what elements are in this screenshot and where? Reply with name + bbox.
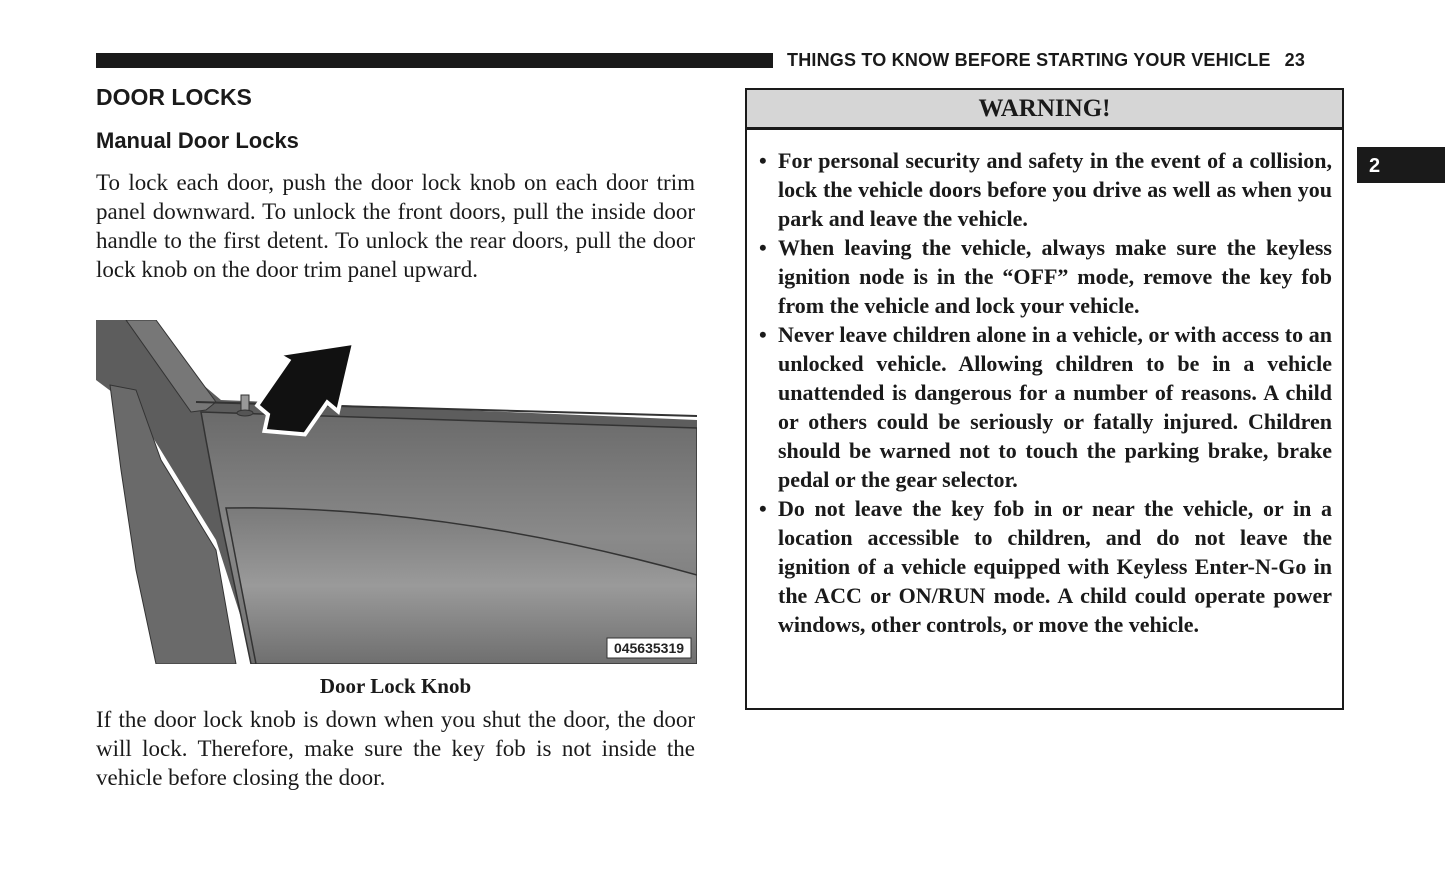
figure-id: 045635319 [613, 640, 685, 656]
warning-item: • When leaving the vehicle, always make sure the keyless ignition node is in the “OFF” mode, remove the key fob from the vehicle and lock your vehicle. [759, 233, 1332, 320]
running-title: THINGS TO KNOW BEFORE STARTING YOUR VEHICLE [787, 50, 1271, 70]
body-paragraph: If the door lock knob is down when you shut the door, the door will lock. Therefore, make sure the key fob is not inside the vehicle before closing the door. [96, 707, 695, 790]
warning-list [747, 130, 1342, 639]
warning-item: • For personal security and safety in the event of a collision, lock the vehicle doors before you drive as well as when you park and leave the vehicle. [759, 146, 1332, 233]
section-heading: DOOR LOCKS [96, 84, 252, 110]
chapter-number: 2 [1369, 155, 1381, 177]
warning-title: WARNING! [747, 90, 1342, 130]
subsection-heading: Manual Door Locks [96, 128, 299, 153]
warning-item: • Never leave children alone in a vehicle, or with access to an unlocked vehicle. Allowing children to be in a vehicle unattended is dangerous for a number of reasons. A child or others could be seriously or fatally injured. Children should be warned not to touch the parking brake, brake pedal or the gear selector. [759, 320, 1332, 494]
running-header [787, 50, 1305, 71]
body-paragraph: To lock each door, push the door lock knob on each door trim panel downward. To unlock the front doors, pull the inside door handle to the first detent. To unlock the rear doors, pull the door lock knob on the door trim panel upward. [96, 170, 695, 282]
warning-box [745, 88, 1344, 710]
header-rule [96, 53, 773, 68]
warning-item: • Do not leave the key fob in or near the vehicle, or in a location accessible to children, and do not leave the ignition of a vehicle equipped with Keyless Enter-N-Go in the ACC or ON/RUN mode. A child could operate power windows, other controls, or move the vehicle. [759, 494, 1332, 639]
chapter-tab [1357, 147, 1445, 183]
door-lock-knob-illustration [96, 320, 697, 664]
page-number: 23 [1284, 50, 1306, 70]
figure-caption: Door Lock Knob [319, 674, 472, 698]
